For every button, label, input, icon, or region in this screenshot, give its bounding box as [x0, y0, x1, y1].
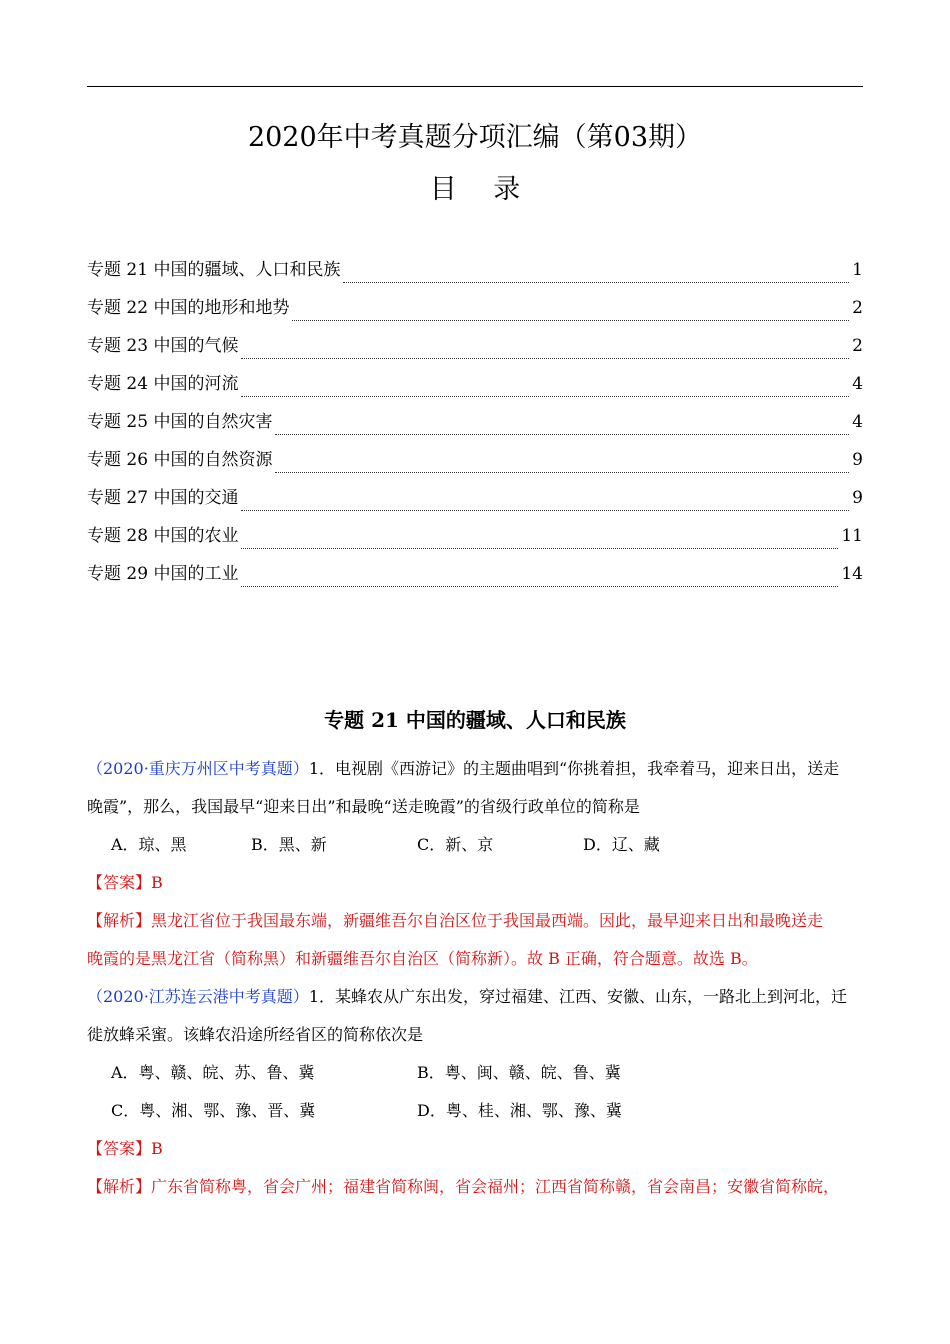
toc-entry-page: 9 — [852, 488, 863, 508]
toc-leader-dots — [241, 586, 838, 587]
table-of-contents — [87, 255, 863, 597]
toc-leader-dots — [275, 472, 849, 473]
toc-entry-label: 专题 21 中国的疆域、人口和民族 — [87, 260, 341, 280]
section-content — [87, 750, 863, 1206]
analysis-label: 【解析】 — [87, 1177, 152, 1196]
answer-value: B — [151, 1139, 163, 1158]
analysis-text: 广东省简称粤，省会广州；福建省简称闽，省会福州；江西省简称赣，省会南昌；安徽省简称皖， — [151, 1177, 840, 1196]
question-source: （2020·江苏连云港中考真题） — [87, 987, 309, 1006]
toc-entry-page: 2 — [852, 298, 863, 318]
answer-value: B — [151, 873, 163, 892]
toc-entry[interactable] — [87, 369, 863, 407]
question-stem-text: 1．某蜂农从广东出发，穿过福建、江西、安徽、山东，一路北上到河北，迁 — [308, 987, 847, 1006]
toc-entry-page: 4 — [852, 374, 863, 394]
question-stem-line: 晚霞”，那么，我国最早“迎来日出”和最晚“送走晚霞”的省级行政单位的简称是 — [87, 797, 640, 816]
question-options — [87, 1092, 863, 1130]
toc-entry-label: 专题 28 中国的农业 — [87, 526, 239, 546]
toc-entry[interactable] — [87, 293, 863, 331]
option-c: C．新、京 — [417, 835, 494, 854]
toc-leader-dots — [241, 396, 849, 397]
question-options — [87, 1054, 863, 1092]
toc-entry-page: 14 — [841, 564, 863, 584]
toc-entry-page: 11 — [841, 526, 863, 546]
question-source: （2020·重庆万州区中考真题） — [87, 759, 309, 778]
analysis-line — [87, 902, 863, 940]
toc-leader-dots — [241, 358, 849, 359]
option-d: D．粤、桂、湘、鄂、豫、冀 — [417, 1101, 622, 1120]
toc-entry-label: 专题 24 中国的河流 — [87, 374, 239, 394]
question-options — [87, 826, 863, 864]
answer-label: 【答案】 — [87, 1139, 152, 1158]
analysis-line: 晚霞的是黑龙江省（简称黑）和新疆维吾尔自治区（简称新）。故 B 正确，符合题意。故选 B。 — [87, 949, 758, 968]
question-stem-line — [87, 750, 863, 788]
toc-entry-page: 2 — [852, 336, 863, 356]
toc-entry[interactable] — [87, 483, 863, 521]
toc-heading: 目 录 — [429, 174, 535, 205]
option-b: B．粤、闽、赣、皖、鲁、冀 — [417, 1063, 621, 1082]
toc-leader-dots — [241, 548, 838, 549]
toc-entry-label: 专题 26 中国的自然资源 — [87, 450, 273, 470]
toc-leader-dots — [343, 282, 849, 283]
toc-entry[interactable] — [87, 521, 863, 559]
toc-entry-page: 9 — [852, 450, 863, 470]
analysis-text: 黑龙江省位于我国最东端，新疆维吾尔自治区位于我国最西端。因此，最早迎来日出和最晚送走 — [151, 911, 824, 930]
toc-entry-label: 专题 22 中国的地形和地势 — [87, 298, 290, 318]
analysis-line — [87, 1168, 863, 1206]
toc-entry-page: 4 — [852, 412, 863, 432]
option-a: A．粤、赣、皖、苏、鲁、冀 — [111, 1063, 315, 1082]
analysis-label: 【解析】 — [87, 911, 152, 930]
toc-entry[interactable] — [87, 559, 863, 597]
document-title: 2020年中考真题分项汇编（第03期） — [247, 122, 703, 153]
answer-line — [87, 864, 863, 902]
question-stem-text: 1．电视剧《西游记》的主题曲唱到“你挑着担，我牵着马，迎来日出，送走 — [308, 759, 840, 778]
question-stem-line: 徙放蜂采蜜。该蜂农沿途所经省区的简称依次是 — [87, 1025, 424, 1044]
toc-leader-dots — [292, 320, 849, 321]
toc-entry[interactable] — [87, 255, 863, 293]
toc-entry[interactable] — [87, 445, 863, 483]
toc-entry-label: 专题 25 中国的自然灾害 — [87, 412, 273, 432]
toc-entry-label: 专题 29 中国的工业 — [87, 564, 239, 584]
option-d: D．辽、藏 — [583, 835, 660, 854]
question-stem-line — [87, 978, 863, 1016]
toc-entry-label: 专题 27 中国的交通 — [87, 488, 239, 508]
option-a: A．琼、黑 — [111, 835, 187, 854]
toc-leader-dots — [275, 434, 849, 435]
toc-entry[interactable] — [87, 331, 863, 369]
toc-entry[interactable] — [87, 407, 863, 445]
header-rule — [87, 86, 863, 87]
answer-label: 【答案】 — [87, 873, 152, 892]
toc-entry-label: 专题 23 中国的气候 — [87, 336, 239, 356]
option-c: C．粤、湘、鄂、豫、晋、冀 — [111, 1101, 316, 1120]
option-b: B．黑、新 — [251, 835, 327, 854]
section-title: 专题 21 中国的疆域、人口和民族 — [324, 708, 626, 732]
toc-leader-dots — [241, 510, 849, 511]
toc-entry-page: 1 — [852, 260, 863, 280]
answer-line — [87, 1130, 863, 1168]
